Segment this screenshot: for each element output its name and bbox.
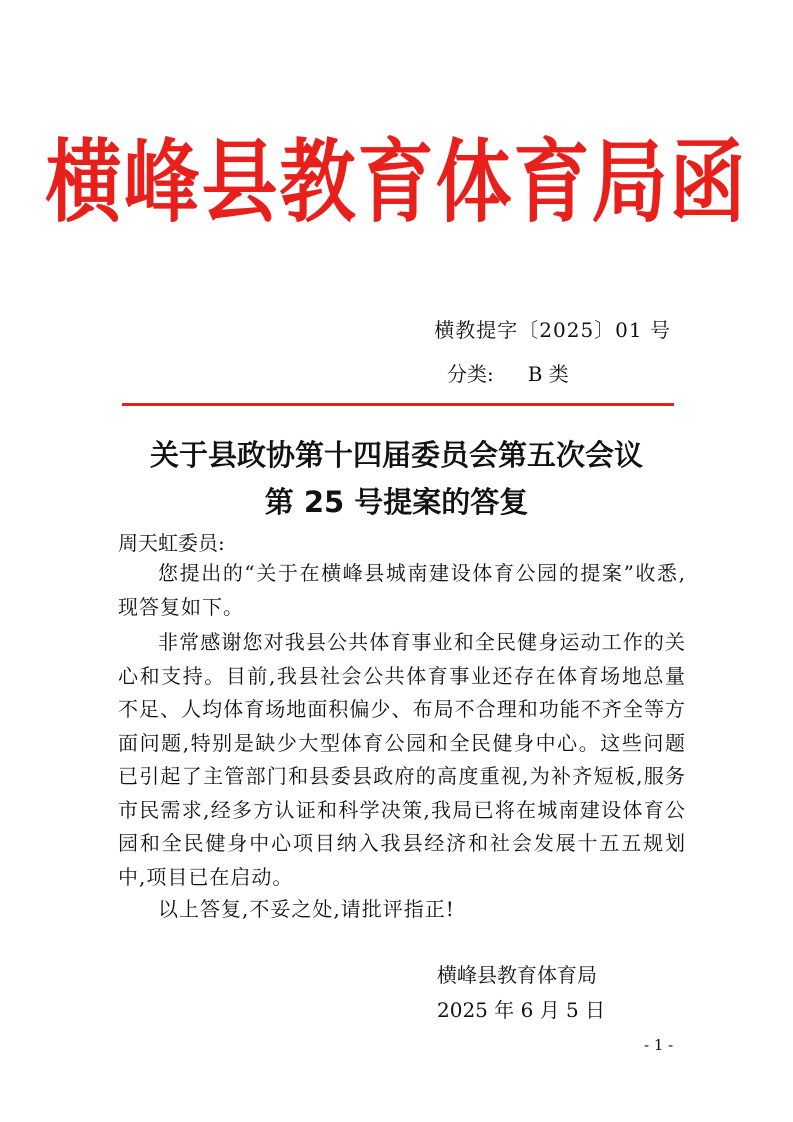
category-label: 分类: (447, 362, 494, 386)
letterhead-title: 横峰县教育体育局函 (45, 129, 748, 235)
red-divider-line (122, 403, 674, 406)
signature-date: 2025 年 6 月 5 日 (437, 998, 606, 1022)
body-paragraph-1: 您提出的“关于在横峰县城南建设体育公园的提案”收悉,现答复如下。 (118, 561, 686, 619)
signature-block (437, 958, 605, 1028)
salutation: 周天虹委员: (118, 531, 225, 555)
page-number: - 1 - (644, 1036, 674, 1054)
category-value: B 类 (527, 362, 569, 386)
document-category (447, 358, 569, 387)
document-title-line-2: 第 25 号提案的答复 (264, 485, 529, 519)
signature-organization: 横峰县教育体育局 (437, 963, 597, 987)
body-paragraph-3: 以上答复,不妥之处,请批评指正! (158, 897, 455, 921)
document-title-line-1: 关于县政协第十四届委员会第五次会议 (149, 438, 643, 472)
body-paragraph-2: 非常感谢您对我县公共体育事业和全民健身运动工作的关心和支持。目前,我县社会公共体育事业还存在体育场地总量不足、人均体育场地面积偏少、布局不合理和功能不齐全等方面问题,特别是缺少大型体育公园和全民健身中心。这些问题已引起了主管部门和县委县政府的高度重视,为补齐短板,服务市民需求,经多方认证和科学决策,我局已将在城南建设体育公园和全民健身中心项目纳入我县经济和社会发展十五五规划中,项目已在启动。 (118, 630, 686, 889)
document-number: 横教提字〔2025〕01 号 (434, 318, 671, 342)
